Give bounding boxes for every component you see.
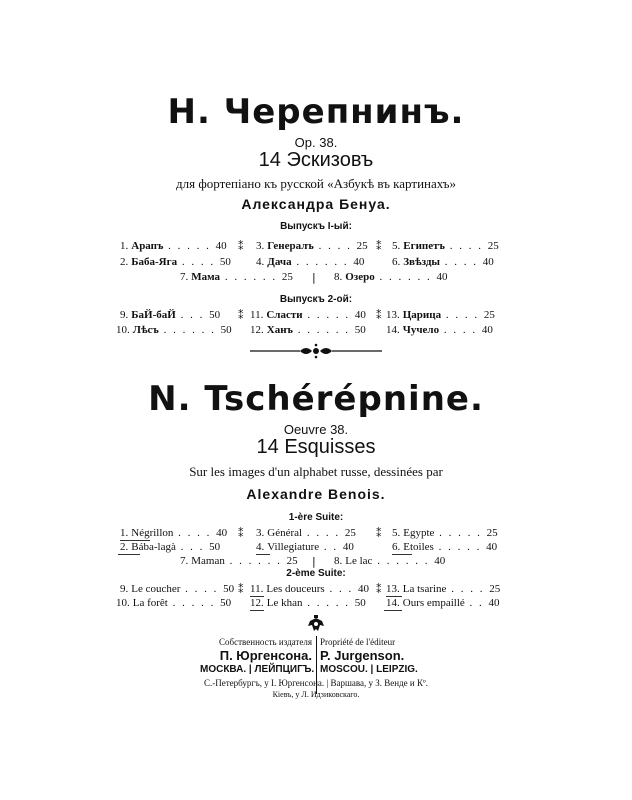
list-item: 8. Озеро . . . . . . 40 [334, 271, 448, 283]
list-item: 1. Négrillon . . . . 40 [120, 527, 228, 539]
list-item: 8. Le lac . . . . . . 40 [334, 555, 446, 567]
publisher-label-ru: Собственность издателя [219, 637, 312, 647]
list-item: 10. Лѣсъ . . . . . . 50 [116, 324, 232, 336]
subtitle-fr: Sur les images d'un alphabet russe, dessinées par [189, 464, 443, 479]
opus-fr: Oeuvre 38. [283, 422, 349, 437]
suite2-label: 2-ème Suite: [286, 568, 346, 579]
list-item: 4. Дача . . . . . . 40 [256, 256, 365, 268]
publisher-kiev: Кіевъ, у Л. Идзиковскаго. [272, 690, 360, 699]
list-item: 11. Сласти . . . . . 40 [250, 309, 366, 321]
list-item: 2. Баба-Яга . . . . 50 [120, 256, 231, 268]
list-item: 1. Арапъ . . . . . 40 [120, 240, 227, 252]
list-item: 2. Bába-lagà . . . 50 [120, 541, 221, 553]
pencil-underline [256, 554, 270, 555]
work-title-ru: 14 Эскизовъ [258, 149, 374, 171]
list-item: 3. Général . . . . 25 [256, 527, 356, 539]
list-item: 9. БаЙ-баЙ . . . 50 [120, 309, 221, 321]
publisher-cities-ru: МОСКВА. | ЛЕЙПЦИГЪ. [200, 664, 315, 675]
publisher-branches: С.-Петербургъ, у І. Юргенсона. | Варшава, у З. Венде и Кº. [203, 678, 429, 688]
pencil-underline [250, 596, 264, 597]
column-divider: ⁑ [238, 240, 244, 253]
column-divider: ⁑ [238, 527, 244, 540]
publisher-label-fr: Propriété de l'éditeur [320, 637, 396, 647]
publisher-name-ru: П. Юргенсона. [219, 648, 312, 663]
ornament-divider [246, 343, 386, 359]
pencil-underline [118, 554, 140, 555]
list-item: 6. Etoiles . . . . . 40 [392, 541, 498, 553]
publisher-name-fr: P. Jurgenson. [320, 648, 405, 663]
list-item: 14. Ours empaillé . . 40 [386, 597, 500, 609]
column-divider: ⁑ [376, 240, 382, 253]
publisher-cities-fr: MOSCOU. | LEIPZIG. [320, 664, 418, 675]
list-item: 10. La forêt . . . . . 50 [116, 597, 232, 609]
column-divider: ⁑ [376, 583, 382, 596]
list-item: 5. Egypte . . . . . 25 [392, 527, 498, 539]
list-item: 12. Le khan . . . . . 50 [250, 597, 366, 609]
subtitle-ru: для фортепіано къ русской «Азбукѣ въ картинахъ» [176, 176, 456, 191]
composer-title-ru: Н. Черепнинъ. [167, 92, 465, 132]
column-divider: ⁑ [376, 527, 382, 540]
suite1-label: 1-ère Suite: [288, 512, 344, 523]
author-ru: Александра Бенуа. [241, 196, 391, 212]
work-title-fr: 14 Esquisses [256, 436, 376, 458]
column-divider: | [312, 271, 316, 284]
imperial-eagle-icon [306, 614, 326, 634]
column-divider: ⁑ [238, 309, 244, 322]
list-item: 13. Царица . . . . 25 [386, 309, 495, 321]
list-item: 7. Maman . . . . . . 25 [180, 555, 298, 567]
list-item: 13. La tsarine . . . . 25 [386, 583, 501, 595]
list-item: 9. Le coucher . . . . 50 [120, 583, 235, 595]
list-item: 7. Мама . . . . . . 25 [180, 271, 293, 283]
author-fr: Alexandre Benois. [246, 486, 386, 502]
list-item: 6. Звѣзды . . . . 40 [392, 256, 494, 268]
list-item: 5. Египетъ . . . . 25 [392, 240, 499, 252]
list-item: 12. Ханъ . . . . . . 50 [250, 324, 366, 336]
column-divider: | [312, 555, 316, 568]
column-divider: ⁑ [376, 309, 382, 322]
pencil-underline [384, 610, 402, 611]
composer-title-fr: N. Tschérépnine. [148, 379, 484, 419]
list-item: 4. Villegiature . . 40 [256, 541, 354, 553]
issue2-label: Выпускъ 2-ой: [279, 294, 353, 305]
list-item: 3. Генералъ . . . . 25 [256, 240, 368, 252]
pencil-underline [120, 540, 150, 541]
pencil-underline [250, 610, 264, 611]
opus-ru: Op. 38. [294, 135, 338, 150]
list-item: 14. Чучело . . . . 40 [386, 324, 493, 336]
column-divider: ⁑ [238, 583, 244, 596]
issue1-label: Выпускъ I-ый: [280, 221, 352, 232]
pencil-underline [392, 554, 412, 555]
list-item: 11. Les douceurs . . . 40 [250, 583, 369, 595]
pencil-underline [386, 596, 402, 597]
